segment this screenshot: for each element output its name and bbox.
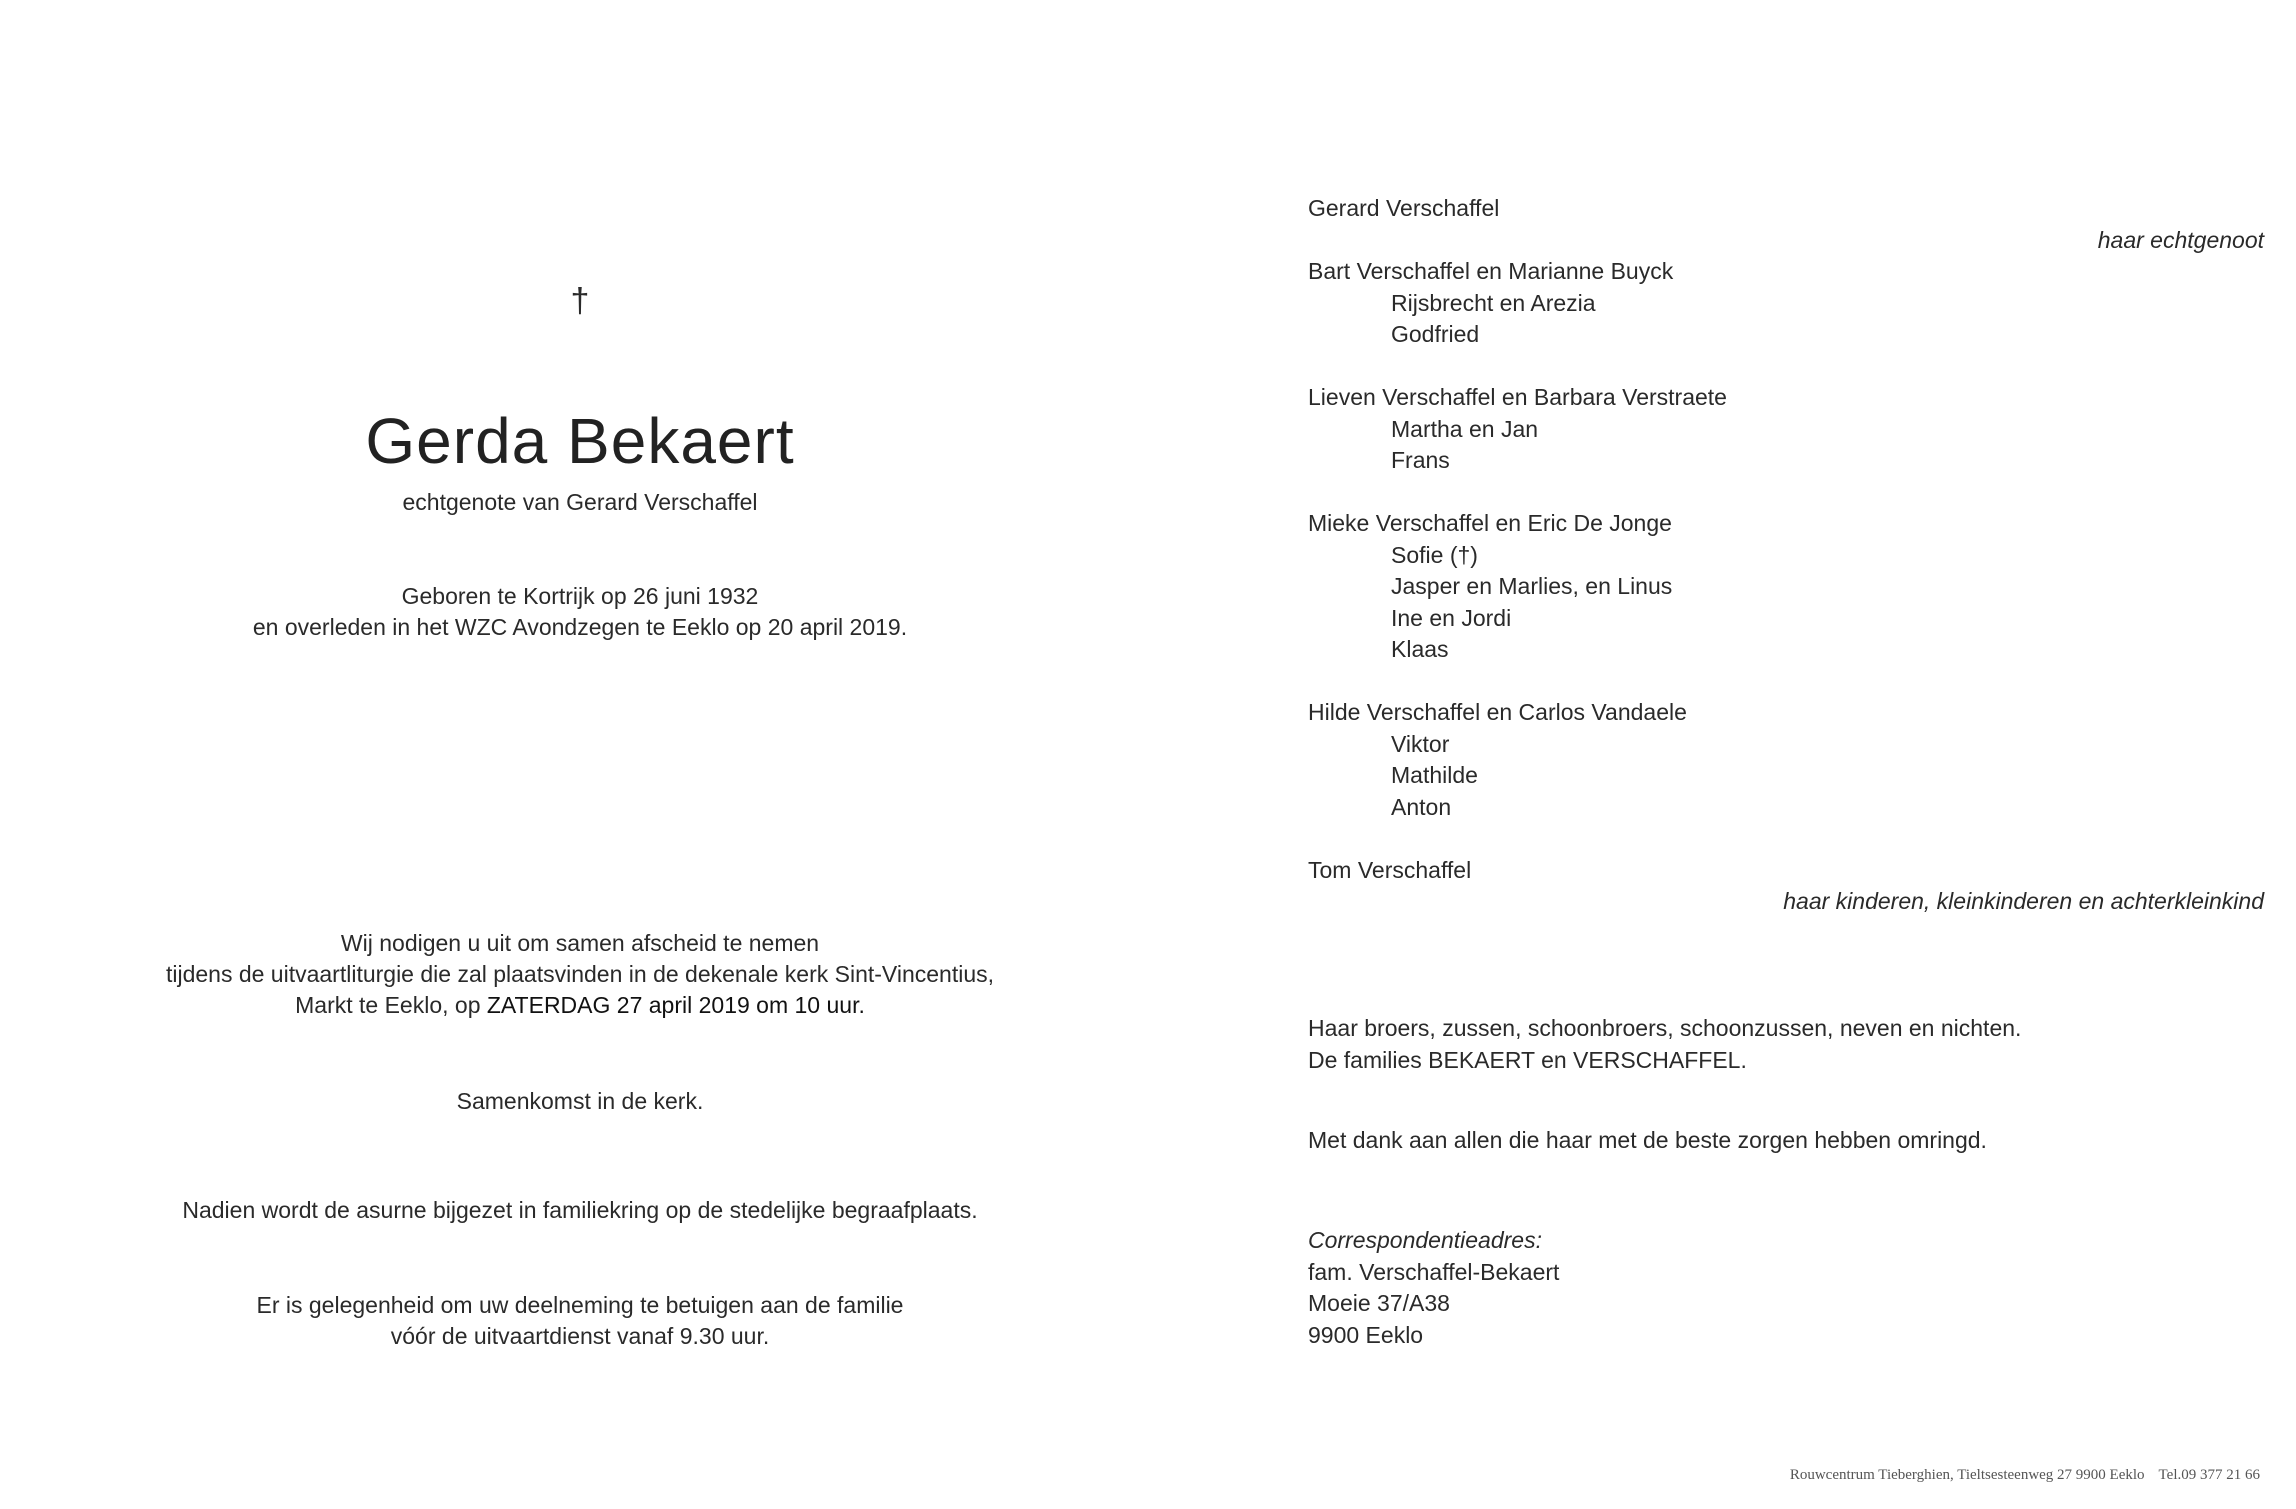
funeral-home-phone: Tel.09 377 21 66 xyxy=(2158,1467,2260,1483)
funeral-home-footer xyxy=(1790,1467,2260,1484)
family-child: Sofie (†) xyxy=(1391,541,1478,568)
meeting-line: Samenkomst in de kerk. xyxy=(456,1088,704,1114)
death-line: en overleden in het WZC Avondzegen te Eeklo op 20 april 2019. xyxy=(252,614,908,640)
invitation-place: Markt te Eeklo, op xyxy=(295,992,487,1018)
family-head: Mieke Verschaffel en Eric De Jonge xyxy=(1308,510,1672,536)
family-head: Bart Verschaffel en Marianne Buyck xyxy=(1308,258,1674,284)
address-line: fam. Verschaffel-Bekaert xyxy=(1308,1258,1560,1285)
funeral-home-address: Rouwcentrum Tieberghien, Tieltsesteenweg 27 9900 Eeklo xyxy=(1789,1467,2145,1483)
invitation-block xyxy=(0,928,1160,1021)
burial-line: Nadien wordt de asurne bijgezet in familiekring op de stedelijke begraafplaats. xyxy=(182,1197,978,1223)
thanks-line: Met dank aan allen die haar met de beste zorgen hebben omringd. xyxy=(1308,1127,1987,1153)
family-child: Godfried xyxy=(1391,321,1480,347)
family-child: Klaas xyxy=(1391,636,1449,662)
mourners-list xyxy=(1308,193,2264,918)
relatives-line-1: Haar broers, zussen, schoonbroers, schoonzussen, neven en nichten. xyxy=(1308,1015,2022,1041)
family-child: Mathilde xyxy=(1391,762,1478,788)
birth-line: Geboren te Kortrijk op 26 juni 1932 xyxy=(401,583,759,609)
relatives-block xyxy=(1308,1013,2021,1076)
invitation-date: ZATERDAG 27 april 2019 om 10 uur. xyxy=(486,992,865,1018)
invitation-line-2: tijdens de uitvaartliturgie die zal plaatsvinden in de dekenale kerk Sint-Vincentius, xyxy=(165,961,995,987)
condolence-block xyxy=(0,1290,1160,1352)
family-child: Viktor xyxy=(1391,730,1450,757)
family-child: Rijsbrecht en Arezia xyxy=(1391,289,1596,316)
address-line: 9900 Eeklo xyxy=(1308,1321,1424,1348)
address-label: Correspondentieadres: xyxy=(1308,1227,1542,1253)
address-line: Moeie 37/A38 xyxy=(1308,1290,1450,1316)
spouse-relation: haar echtgenoot xyxy=(2097,226,2264,253)
birth-death-block xyxy=(0,581,1160,643)
spouse-line: echtgenote van Gerard Verschaffel xyxy=(402,489,758,515)
spouse-name: Gerard Verschaffel xyxy=(1308,195,1500,221)
invitation-line-3 xyxy=(0,990,1160,1021)
invitation-line-1: Wij nodigen u uit om samen afscheid te nemen xyxy=(340,930,820,956)
family-child: Martha en Jan xyxy=(1391,415,1539,442)
family-child: Ine en Jordi xyxy=(1391,604,1512,631)
relatives-line-2: De families BEKAERT en VERSCHAFFEL. xyxy=(1308,1046,1747,1073)
condolence-line-2: vóór de uitvaartdienst vanaf 9.30 uur. xyxy=(390,1323,770,1349)
cross-icon: † xyxy=(570,282,590,320)
family-child: Anton xyxy=(1391,793,1452,820)
address-block xyxy=(1308,1225,1559,1351)
family-child: Frans xyxy=(1391,447,1450,473)
condolence-line-1: Er is gelegenheid om uw deelneming te betuigen aan de familie xyxy=(256,1292,904,1318)
deceased-name: Gerda Bekaert xyxy=(365,405,795,477)
family-head: Lieven Verschaffel en Barbara Verstraete xyxy=(1308,384,1727,410)
last-child-name: Tom Verschaffel xyxy=(1308,856,1472,883)
family-head: Hilde Verschaffel en Carlos Vandaele xyxy=(1308,699,1687,725)
children-relation: haar kinderen, kleinkinderen en achterkleinkind xyxy=(1783,888,2264,914)
family-child: Jasper en Marlies, en Linus xyxy=(1391,573,1673,599)
